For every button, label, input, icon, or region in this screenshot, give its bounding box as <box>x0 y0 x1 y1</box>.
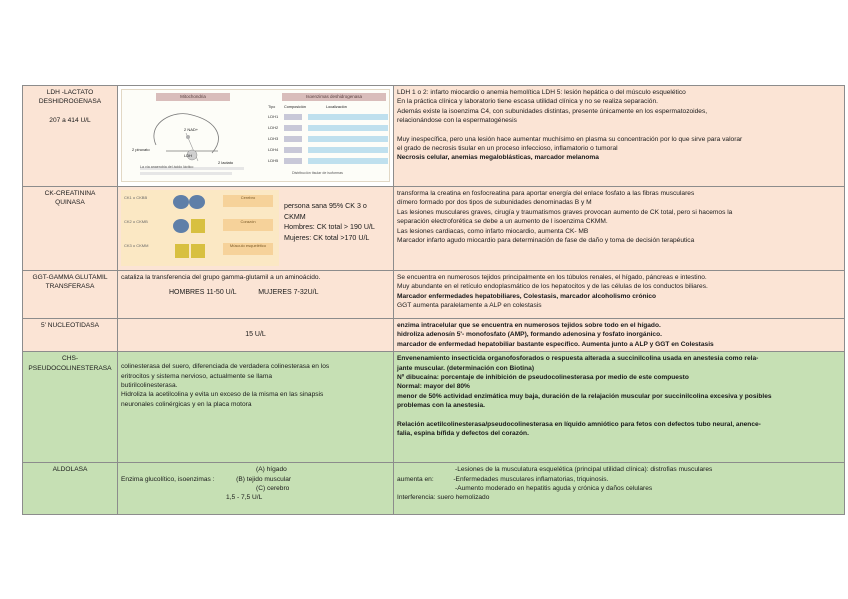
aldolasa-name: ALDOLASA <box>52 466 88 474</box>
row-aldolasa <box>23 463 845 515</box>
ggt-name-1: GGT-GAMMA GLUTAMIL <box>32 274 108 281</box>
row-ldh <box>23 86 845 187</box>
iso-row-3 <box>268 135 386 143</box>
ldh-note-1: LDH 1 o 2: infarto miocardio o anemia hemolítica LDH 5: lesión hepática o del músculo esquelético <box>397 89 686 96</box>
ldh-note-6: el grado de necrosis tisular en un proceso infeccioso, inflamatorio o tumoral <box>397 145 618 153</box>
iso-subunit-2 <box>284 125 302 131</box>
ldh-note-4: relacionándose con la espermatogénesis <box>397 117 517 125</box>
iso-col-tipo: Tipo <box>268 105 276 109</box>
chs-name-1: CHS- <box>61 355 79 363</box>
aldolasa-note-3: -Aumento moderado en hepatitis aguda y crónica y daños celulares <box>455 485 653 493</box>
ck-note-3: Las lesiones musculares graves, cirugía y traumatismos graves provocan aumento de CK total, pero si hacemos la <box>397 208 733 216</box>
ck-figure <box>121 189 390 267</box>
ck-note-6: Marcador infarto agudo miocardio para determinación de fase de daño y toma de decisión terapéutica <box>397 237 695 245</box>
iso-subunit-4 <box>284 147 302 153</box>
ldh-left-header: Mitochondria <box>156 93 230 101</box>
iso-row-2 <box>268 124 386 132</box>
aldolasa-lead: Enzima glucolítico, isoenzimas : <box>121 475 215 483</box>
ggt-notes-cell <box>394 271 845 319</box>
iso-row-5 <box>268 157 386 165</box>
ggt-desc: cataliza la transferencia del grupo gamma-glutamil a un aminoácido. <box>121 274 321 281</box>
aldolasa-iso-c: (C) cerebro <box>256 485 290 493</box>
ggt-name-2: TRANSFERASA <box>45 283 95 291</box>
ck-note-4: separación electroforética se debe a un aumento de l isoenzima CKMM. <box>397 218 608 226</box>
ck-side-values <box>284 201 389 243</box>
chs-desc-5: neuronales colinérgicas y en la placa motora <box>121 400 252 408</box>
nucleotidasa-notes-cell <box>394 319 845 352</box>
nucleotidasa-name-cell <box>23 319 118 352</box>
iso-loc-1 <box>308 114 388 120</box>
ck-name-1: CK-CREATININA <box>44 190 96 197</box>
iso-subunit-1 <box>284 114 302 120</box>
ck-tag-musculo: Músculo esquelético <box>223 243 273 255</box>
ck-side-1: persona sana 95% CK 3 o CKMM <box>284 202 367 221</box>
iso-loc-4 <box>308 147 388 153</box>
iso-loc-2 <box>308 125 388 131</box>
nucleotidasa-value: 15 U/L <box>245 331 266 339</box>
chs-note-8: falia, espina bífida y defectos del corazón. <box>397 430 529 438</box>
chs-note-6: problemas con la anestesia. <box>397 402 485 410</box>
ck-label-mb: CK2 o CKMB <box>124 219 148 224</box>
ck-note-5: Las lesiones cardiacas, como infarto miocardio, aumenta CK- MB <box>397 227 589 235</box>
ldh-label-piruvato: 2 piruvato <box>132 147 150 152</box>
ck-label-mm: CK3 o CKMM <box>124 243 149 248</box>
iso-code-4: LDH4 <box>268 147 279 152</box>
ck-subunit-shapes <box>167 192 221 264</box>
ck-side-3: Mujeres: CK total >170 U/L <box>284 233 370 242</box>
ggt-name-cell <box>23 271 118 319</box>
ldh-name-2: DESHIDROGENASA <box>38 98 102 106</box>
aldolasa-note-1: -Lesiones de la musculatura esquelética (principal utilidad clínica): distrofias musculares <box>455 466 713 474</box>
ldh-note-5: Muy inespecífica, pero una lesión hace aumentar muchísimo en plasma su concentración por lo que sirve para valorar <box>397 135 743 143</box>
ggt-desc-cell <box>118 271 394 319</box>
chs-desc-cell <box>118 352 394 463</box>
iso-subunit-3 <box>284 136 302 142</box>
chs-note-5: menor de 50% actividad enzimática muy baja, duración de la relajación muscular por succinilcolina excesiva y posibles <box>397 392 772 400</box>
nucleotidasa-note-2: hidroliza adenosín 5'- monofosfato (AMP), formando adenosina y fosfato inorgánico. <box>397 331 662 339</box>
iso-row-4 <box>268 146 386 154</box>
chs-name-cell <box>23 352 118 463</box>
chs-desc-3: butirilcolinesterasa. <box>121 382 178 390</box>
ldh-name-cell <box>23 86 118 187</box>
ck-notes-cell <box>394 187 845 271</box>
aldolasa-range: 1,5 - 7,5 U/L <box>226 494 263 502</box>
chs-notes-cell <box>394 352 845 463</box>
chs-name-2: PSEUDOCOLINESTERASA <box>28 364 112 372</box>
ldh-image-cell <box>118 86 394 187</box>
chs-note-3: Nº dibucaína: porcentaje de inhibición de pseudocolinesterasa por medio de este compuesto <box>397 374 689 382</box>
ck-note-2: dímero formado por dos tipos de subunidades denominadas B y M <box>397 199 592 207</box>
iso-subunit-5 <box>284 158 302 164</box>
iso-col-composicion: Composición <box>284 105 306 109</box>
row-ggt <box>23 271 845 319</box>
iso-loc-5 <box>308 158 388 164</box>
ldh-pathway-figure <box>126 93 258 179</box>
row-ck <box>23 187 845 271</box>
chs-desc-1: colinesterasa del suero, diferenciada de verdadera colinesterasa en los <box>121 363 330 371</box>
ck-image-cell <box>118 187 394 271</box>
ggt-hombres: HOMBRES 11-50 U/L <box>169 289 237 297</box>
ck-name-2: QUINASA <box>55 199 85 207</box>
ldh-iso-headers <box>268 103 386 111</box>
ck-tag-corazon: Corazón <box>223 219 273 231</box>
ldh-note-3: Además existe la isoenzima C4, con subunidades distintas, presente únicamente en los espermatozoides, <box>397 107 708 115</box>
row-chs <box>23 352 845 463</box>
chs-note-7: Relación acetilcolinesterasa/pseudocolinesterasa en líquido amniótico para fetos con defectos tubo neural, anence- <box>397 420 761 428</box>
ggt-ranges <box>121 288 390 297</box>
ck-isoenzyme-image <box>121 190 279 266</box>
ldh-notes-cell <box>394 86 845 187</box>
iso-code-1: LDH1 <box>268 114 279 119</box>
ck-tag-cerebro: Cerebro <box>223 195 273 207</box>
row-nucleotidasa <box>23 319 845 352</box>
ck-side-2: Hombres: CK total > 190 U/L <box>284 223 375 231</box>
chs-note-4: Normal: mayor del 80% <box>397 383 470 391</box>
chs-note-2: jante muscular. (determinación con Biotina) <box>397 364 535 372</box>
nucleotidasa-note-3: marcador de enfermedad hepatobiliar bastante específico. Aumenta junto a ALP y GGT en Colestasis <box>397 340 714 348</box>
ck-name-cell <box>23 187 118 271</box>
ldh-name-1: LDH -LACTATO <box>46 89 94 96</box>
ldh-isoform-table-figure <box>268 93 386 179</box>
ldh-caption-right: Distribución tisular de isoformas <box>292 171 343 175</box>
ldh-note-2: En la práctica clínica y laboratorio tiene escasa utilidad clínica y no se realiza separación. <box>397 98 658 106</box>
iso-code-5: LDH5 <box>268 158 279 163</box>
ck-note-1: transforma la creatina en fosfocreatina para aportar energía del enlace fosfato a las fibras musculares <box>397 190 695 197</box>
ggt-note-4: GGT aumenta paralelamente a ALP en colestasis <box>397 302 542 310</box>
ldh-right-header: Isoenzimas deshidrogenasa <box>282 93 386 101</box>
iso-col-localizacion: Localización <box>326 105 347 109</box>
ldh-label-lactato: 2 lactato <box>218 160 234 165</box>
aldolasa-iso-b: (B) tejido muscular <box>236 475 292 483</box>
ggt-note-1: Se encuentra en numerosos tejidos principalmente en los túbulos renales, el hígado, páncreas e intestino. <box>397 274 707 281</box>
ldh-note-7: Necrosis celular, anemias megaloblásticas, marcador melanoma <box>397 154 599 162</box>
ldh-figure <box>121 89 390 182</box>
ldh-caption-left: La vía anaerobia del ácido láctico <box>140 165 194 169</box>
aldolasa-note-4: Interferencia: suero hemolizado <box>397 494 490 502</box>
aldolasa-desc-cell <box>118 463 394 515</box>
nucleotidasa-name: 5' NUCLEOTIDASA <box>40 322 100 329</box>
iso-loc-3 <box>308 136 388 142</box>
aldolasa-notes-prefix: aumenta en: <box>397 475 434 483</box>
aldolasa-note-2-line <box>397 475 841 484</box>
iso-code-3: LDH3 <box>268 136 279 141</box>
iso-code-2: LDH2 <box>268 125 279 130</box>
enzymes-table <box>22 85 845 515</box>
nucleotidasa-value-cell <box>118 319 394 352</box>
ldh-label-ldh: LDH <box>184 153 193 158</box>
iso-row-1 <box>268 113 386 121</box>
ggt-note-2: Muy abundante en el retículo endoplasmático de los hepatocitos y de las células de los conductos biliares. <box>397 283 708 291</box>
aldolasa-iso-a: (A) hígado <box>256 466 287 474</box>
nucleotidasa-note-1: enzima intracelular que se encuentra en numerosos tejidos sobre todo en el hígado. <box>397 322 661 329</box>
chs-desc-2: eritrocitos y sistema nervioso, actualmente se llama <box>121 372 272 380</box>
chs-desc-4: Hidroliza la acetilcolina y evita un exceso de la misma en las sinapsis <box>121 391 324 399</box>
chs-note-1: Envenenamiento insecticida organofosforados o respuesta alterada a succinilcolina usada en anestesia como rela- <box>397 355 759 363</box>
aldolasa-note-2: -Enfermedades musculares inflamatorias, triquinosis. <box>453 475 609 483</box>
aldolasa-name-cell <box>23 463 118 515</box>
ldh-label-nad: 2 NAD+ <box>184 127 199 132</box>
ldh-range: 207 a 414 U/L <box>49 116 91 124</box>
ggt-mujeres: MUJERES 7-32U/L <box>258 289 319 297</box>
ggt-note-3: Marcador enfermedades hepatobiliares, Colestasis, marcador alcoholismo crónico <box>397 292 657 300</box>
aldolasa-lead-line <box>121 475 390 484</box>
ck-label-bb: CK1 o CKBB <box>124 195 148 200</box>
aldolasa-notes-cell <box>394 463 845 515</box>
